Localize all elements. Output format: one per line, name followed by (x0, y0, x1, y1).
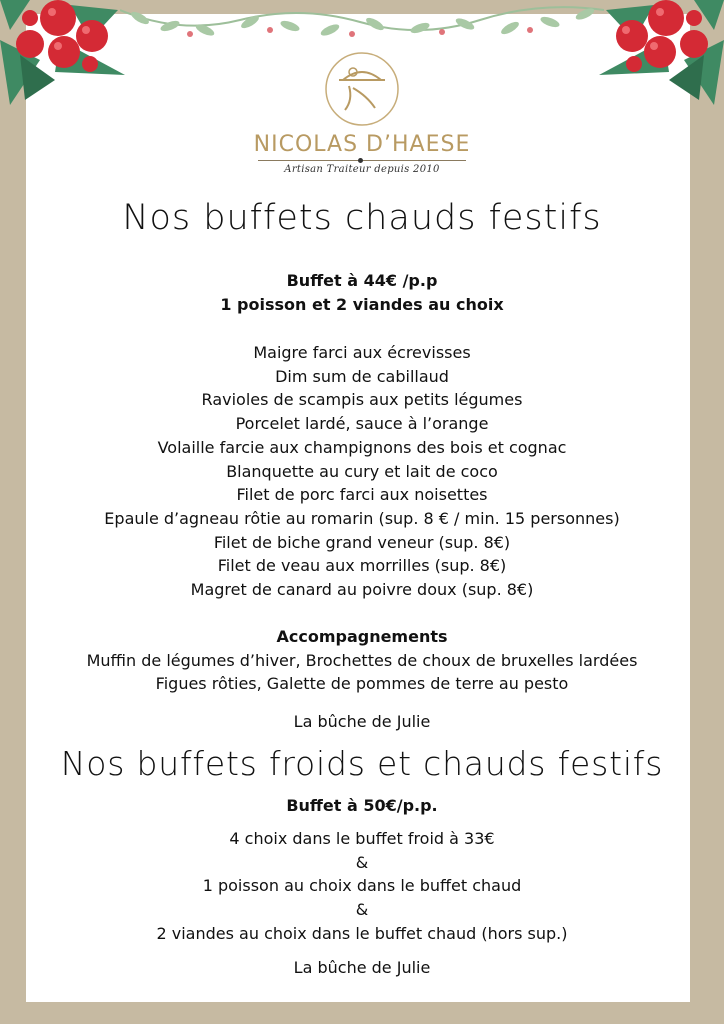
brand-logo (0, 50, 724, 175)
buffet-line: 4 choix dans le buffet froid à 33€ (229, 829, 495, 848)
brand-name: NICOLAS D’HAESE (253, 132, 471, 157)
dish-item: Filet de porc farci aux noisettes (236, 485, 488, 505)
cold-hot-buffet-lines (0, 827, 724, 946)
side-item: Muffin de légumes d’hiver, Brochettes de choux de bruxelles lardées (86, 650, 638, 670)
dish-item: Maigre farci aux écrevisses (253, 343, 471, 362)
dish-item: Porcelet lardé, sauce à l’orange (235, 414, 489, 434)
brand-divider (258, 160, 466, 161)
dish-item: Volaille farcie aux champignons des bois et cognac (157, 437, 567, 457)
dish-item: Magret de canard au poivre doux (sup. 8€) (190, 580, 534, 600)
hot-buffet-dish-list (0, 341, 724, 602)
garland-decoration (120, 0, 604, 48)
hot-buffet-price: Buffet à 44€ /p.p (286, 271, 438, 290)
buffet-line: & (355, 900, 369, 920)
buffet-line: & (355, 852, 369, 872)
cold-hot-buffet-dessert: La bûche de Julie (293, 958, 431, 977)
sides-title: Accompagnements (276, 627, 448, 646)
cold-hot-buffet-price: Buffet à 50€/p.p. (286, 796, 438, 815)
hot-buffet-header (0, 269, 724, 316)
hot-buffet-dessert: La bûche de Julie (293, 712, 431, 731)
dish-item: Blanquette au cury et lait de coco (226, 461, 498, 481)
dish-item: Dim sum de cabillaud (275, 366, 449, 386)
brand-tagline: Artisan Traiteur depuis 2010 (284, 164, 440, 175)
dish-item: Ravioles de scampis aux petits légumes (201, 390, 523, 410)
section-title-cold-hot-buffet: Nos buffets froids et chauds festifs (60, 744, 664, 783)
dish-item: Epaule d’agneau rôtie au romarin (sup. 8 € / min. 15 personnes) (104, 508, 620, 528)
buffet-line: 2 viandes au choix dans le buffet chaud (hors sup.) (156, 923, 568, 943)
dish-item: Filet de veau aux morrilles (sup. 8€) (217, 556, 507, 576)
section-title-hot-buffet: Nos buffets chauds festifs (122, 198, 602, 238)
dish-item: Filet de biche grand veneur (sup. 8€) (213, 532, 511, 552)
sides-section (0, 625, 724, 696)
side-item: Figues rôties, Galette de pommes de terre au pesto (155, 674, 569, 694)
chef-logo-icon (323, 50, 401, 128)
buffet-line: 1 poisson au choix dans le buffet chaud (202, 876, 522, 896)
hot-buffet-choice: 1 poisson et 2 viandes au choix (220, 294, 504, 314)
